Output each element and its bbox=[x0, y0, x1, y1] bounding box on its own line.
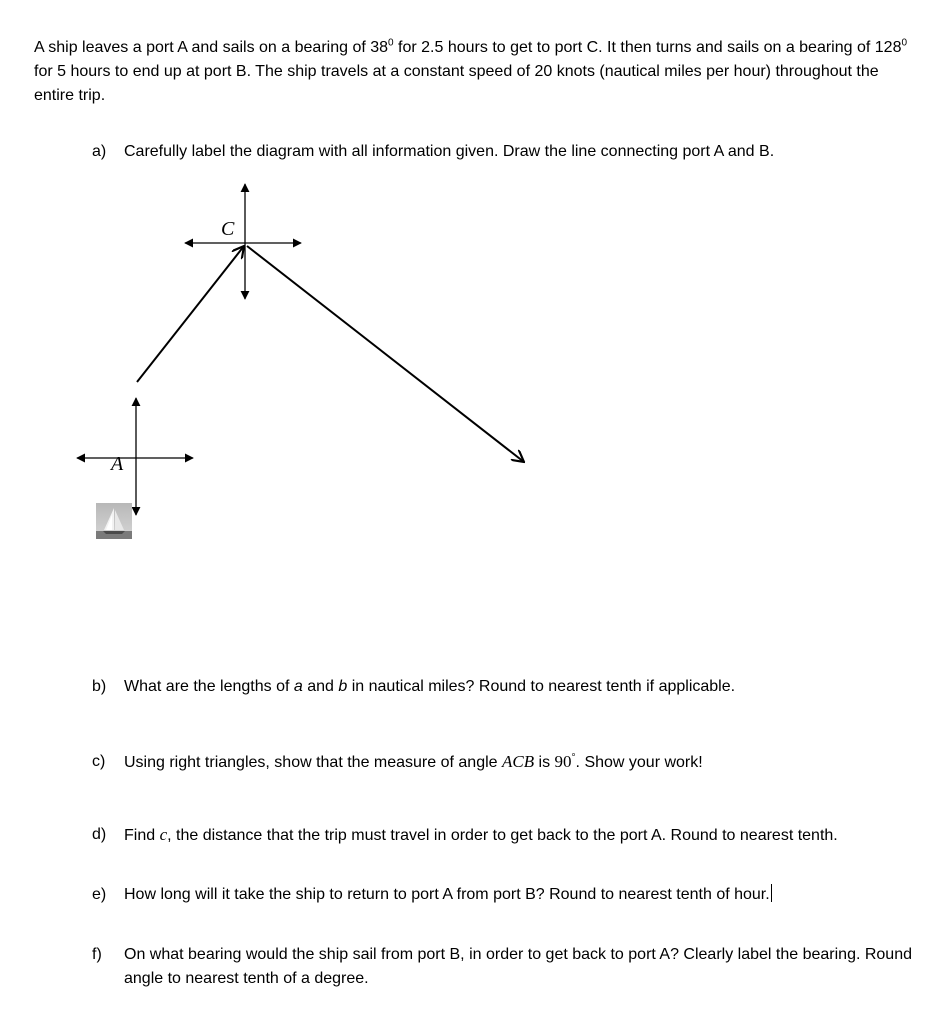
question-text: How long will it take the ship to return to port A from port B? Round to nearest tenth of hour. bbox=[124, 886, 770, 903]
question-letter: b) bbox=[92, 678, 107, 695]
path-a-to-c bbox=[137, 246, 244, 382]
bearing-diagram bbox=[0, 170, 951, 550]
label-a: A bbox=[111, 453, 124, 475]
question-b bbox=[92, 675, 912, 699]
question-text: What are the lengths of a and b in nautical miles? Round to nearest tenth if applicable. bbox=[124, 678, 736, 695]
compass-c bbox=[185, 184, 301, 299]
question-letter: c) bbox=[92, 753, 106, 770]
compass-a bbox=[77, 398, 193, 515]
question-text: Find c, the distance that the trip must travel in order to get back to the port A. Round to nearest tenth. bbox=[124, 825, 838, 844]
degree-superscript: 0 bbox=[388, 37, 394, 49]
question-e bbox=[92, 883, 912, 907]
angle-value: 90 bbox=[554, 752, 572, 771]
variable-b: b bbox=[338, 678, 348, 695]
question-text: Using right triangles, show that the measure of angle ACB is 90°. Show your work! bbox=[124, 752, 703, 771]
question-c bbox=[92, 750, 912, 775]
question-letter: e) bbox=[92, 886, 107, 903]
text-cursor[interactable] bbox=[771, 884, 772, 902]
variable-c: c bbox=[159, 825, 168, 844]
degree-superscript: 0 bbox=[901, 37, 908, 49]
question-a bbox=[92, 140, 912, 164]
question-text: Carefully label the diagram with all information given. Draw the line connecting port A and B. bbox=[124, 143, 775, 160]
path-c-to-b bbox=[247, 246, 524, 462]
intro-part-3: for 5 hours to end up at port B. The ship travels at a constant speed of 20 knots (nautical miles per hour) throughout the entire trip. bbox=[34, 63, 879, 104]
angle-acb: ACB bbox=[501, 752, 535, 771]
question-letter: a) bbox=[92, 143, 107, 160]
sailboat-icon bbox=[96, 503, 132, 539]
intro-part-2: for 2.5 hours to get to port C. It then turns and sails on a bearing of 128 bbox=[393, 39, 902, 56]
question-f bbox=[92, 943, 912, 991]
question-letter: d) bbox=[92, 826, 107, 843]
question-letter: f) bbox=[92, 946, 102, 963]
intro-part-1: A ship leaves a port A and sails on a bearing of 38 bbox=[34, 39, 389, 56]
degree-symbol: ° bbox=[571, 752, 576, 764]
question-text: On what bearing would the ship sail from port B, in order to get back to port A? Clearly label the bearing. Round angle to nearest tenth of a degree. bbox=[124, 946, 912, 987]
variable-a: a bbox=[293, 678, 303, 695]
question-d bbox=[92, 823, 912, 848]
label-c: C bbox=[221, 218, 235, 240]
problem-statement bbox=[34, 36, 914, 108]
